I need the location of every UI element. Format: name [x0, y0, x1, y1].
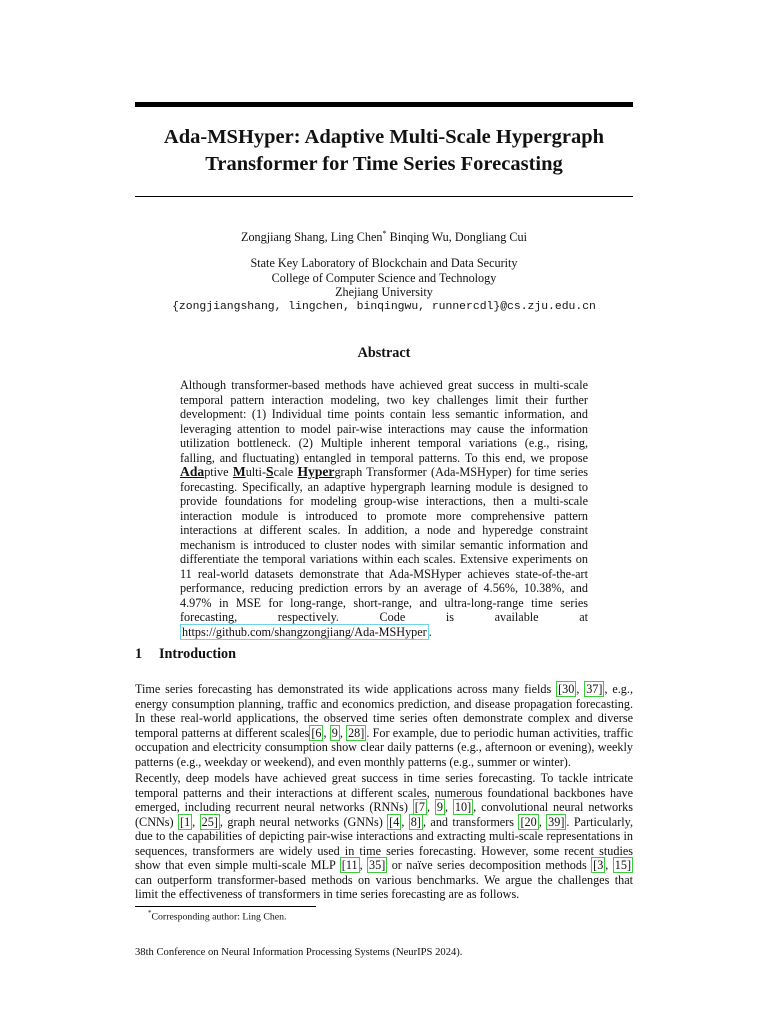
p2-text: , — [359, 858, 368, 872]
citation-link[interactable]: 28] — [348, 725, 365, 740]
abstract-text — [180, 378, 588, 639]
abstract-part-2: graph Transformer (Ada-MSHyper) for time series forecasting. Specifically, an adaptive hypergraph learning module is designed to provide foundations for modeling group-wise interactions, then a multi-scale interaction module is introduced to promote more comprehensive pattern interactions at different scales. In addition, a node and hyperedge constraint mechanism is introduced to cluster nodes with similar semantic information and differentiate the temporal variations within each scales. Extensive experiments on 11 real-world datasets demonstrate that Ada-MSHyper achieves state-of-the-art performance, reducing prediction errors by an average of 4.56%, 10.38%, and 4.97% in MSE for long-range, short-range, and ultra-long-range time series forecasting, respectively. Code is available at — [180, 465, 588, 624]
p2-text: , — [192, 814, 200, 829]
affiliation-university: Zhejiang University — [335, 285, 433, 299]
citation-link[interactable]: 8] — [410, 814, 421, 829]
citation-link[interactable]: 37] — [586, 682, 603, 696]
intro-paragraph-1 — [135, 682, 633, 769]
citation-link[interactable]: 9 — [436, 800, 443, 814]
p1-text: Time series forecasting has demonstrated its wide applications across many fields — [135, 682, 557, 696]
citation-link[interactable]: [11 — [341, 858, 358, 872]
citation-link[interactable]: 25] — [201, 814, 218, 829]
footnote — [148, 909, 286, 922]
affiliation-college: College of Computer Science and Technology — [271, 270, 497, 285]
citation-link[interactable]: 9 — [331, 725, 338, 740]
authors-first: Zongjiang Shang, Ling Chen — [241, 230, 383, 245]
authors-rest: Binqing Wu, Dongliang Cui — [386, 230, 527, 245]
acronym-hyper: Hyper — [297, 464, 335, 479]
section-title: Introduction — [159, 646, 236, 662]
title-line-2: Transformer for Time Series Forecasting — [205, 153, 563, 175]
p2-text: or naïve series decomposition methods — [387, 858, 592, 872]
acronym-s-rest: cale — [273, 465, 298, 479]
citation-link[interactable]: [4 — [389, 814, 400, 829]
abstract-part-1: Although transformer-based methods have achieved great success in multi-scale temporal pattern interaction modeling, two key challenges limit their further development: (1) Individual time points contain less semantic information, and leveraging attention to model pair-wise interactions may cause the information utilization bottleneck. (2) Multiple inherent temporal variations (e.g., rising, falling, and fluctuating) entangled in temporal patterns. To this end, we propose — [180, 378, 588, 465]
code-repository-link[interactable]: https://github.com/shangzongjiang/Ada-MSHyper — [182, 624, 427, 639]
conference-note: 38th Conference on Neural Information Processing Systems (NeurIPS 2024). — [135, 947, 463, 958]
citation-link[interactable]: [20 — [520, 814, 537, 829]
p2-text: Recently, deep models have achieved great success in time series forecasting. To tackle intricate temporal patterns and their interactions at different scales, numerous foundational backbones have emerged, including recurrent neural networks (RNNs) — [135, 771, 633, 814]
citation-link[interactable]: 39] — [548, 814, 565, 829]
p2-text: can outperform transformer-based methods on various benchmarks. We argue the challenges that limit the effectiveness of transformers in time series forecasting are as follows. — [135, 872, 633, 901]
p1-text: . For example, due to periodic human activities, traffic occupation and electricity consumption show clear daily patterns (e.g., afternoon or evening), weekly patterns (e.g., weekday or weekend), and even monthly patterns (e.g., summer or winter). — [135, 725, 633, 769]
citation-link[interactable]: [6 — [311, 725, 322, 740]
p1-text: , e.g., energy consumption planning, traffic and economics prediction, and disease propagation forecasting. In these real-world applications, the observed time series often demonstrate complex and diverse temporal patterns at different scales — [135, 682, 633, 740]
p1-text: , — [323, 725, 330, 740]
abstract-end: . — [428, 624, 432, 639]
p2-text: , — [426, 800, 435, 814]
p1-text: , — [339, 725, 347, 740]
acronym-m: M — [232, 464, 246, 479]
citation-link[interactable]: [30 — [558, 682, 575, 696]
p2-text: , — [538, 814, 547, 829]
acronym-m-rest: ulti- — [245, 465, 266, 479]
citation-link[interactable]: 35] — [369, 858, 386, 872]
p1-text: , — [576, 682, 585, 696]
p2-text: , — [401, 814, 409, 829]
title-top-rule — [135, 102, 633, 107]
acronym-ada-rest: ptive — [204, 465, 233, 479]
section-number: 1 — [135, 646, 143, 662]
acronym-ada: Ada — [180, 464, 205, 479]
intro-paragraph-2 — [135, 771, 633, 902]
citation-link[interactable]: [1 — [180, 814, 191, 829]
author-list — [135, 229, 633, 245]
p2-text: , — [605, 858, 613, 872]
paper-title — [135, 124, 633, 178]
abstract-heading: Abstract — [357, 345, 411, 361]
title-bottom-rule — [135, 196, 633, 197]
footnote-text: Corresponding author: Ling Chen. — [151, 911, 287, 923]
citation-link[interactable]: [7 — [414, 800, 425, 814]
footnote-mark: * — [148, 909, 152, 917]
citation-link[interactable]: 15] — [614, 858, 632, 872]
acronym-s: S — [266, 464, 274, 479]
p2-text: , — [444, 800, 453, 814]
section-heading-introduction — [135, 646, 236, 663]
citation-link[interactable]: [3 — [593, 858, 604, 872]
author-emails: {zongjiangshang, lingchen, binqingwu, runnercdl}@cs.zju.edu.cn — [172, 300, 596, 313]
p2-text: , graph neural networks (GNNs) — [219, 814, 388, 829]
affiliation-block — [135, 256, 633, 314]
affiliation-lab: State Key Laboratory of Blockchain and Data Security — [250, 256, 518, 270]
corresponding-mark: * — [382, 229, 387, 238]
footnote-rule — [135, 906, 316, 907]
p2-text: , convolutional neural networks (CNNs) — [135, 800, 634, 829]
citation-link[interactable]: 10] — [454, 800, 472, 814]
p2-text: , and transformers — [422, 814, 519, 829]
title-line-1: Ada-MSHyper: Adaptive Multi-Scale Hypergraph — [163, 126, 605, 148]
p2-text: . Particularly, due to the capabilities of depicting pair-wise interactions and extracting multi-scale representations in sequences, transformers are widely used in time series forecasting. However, some recent studies show that even simple multi-scale MLP — [135, 814, 633, 872]
